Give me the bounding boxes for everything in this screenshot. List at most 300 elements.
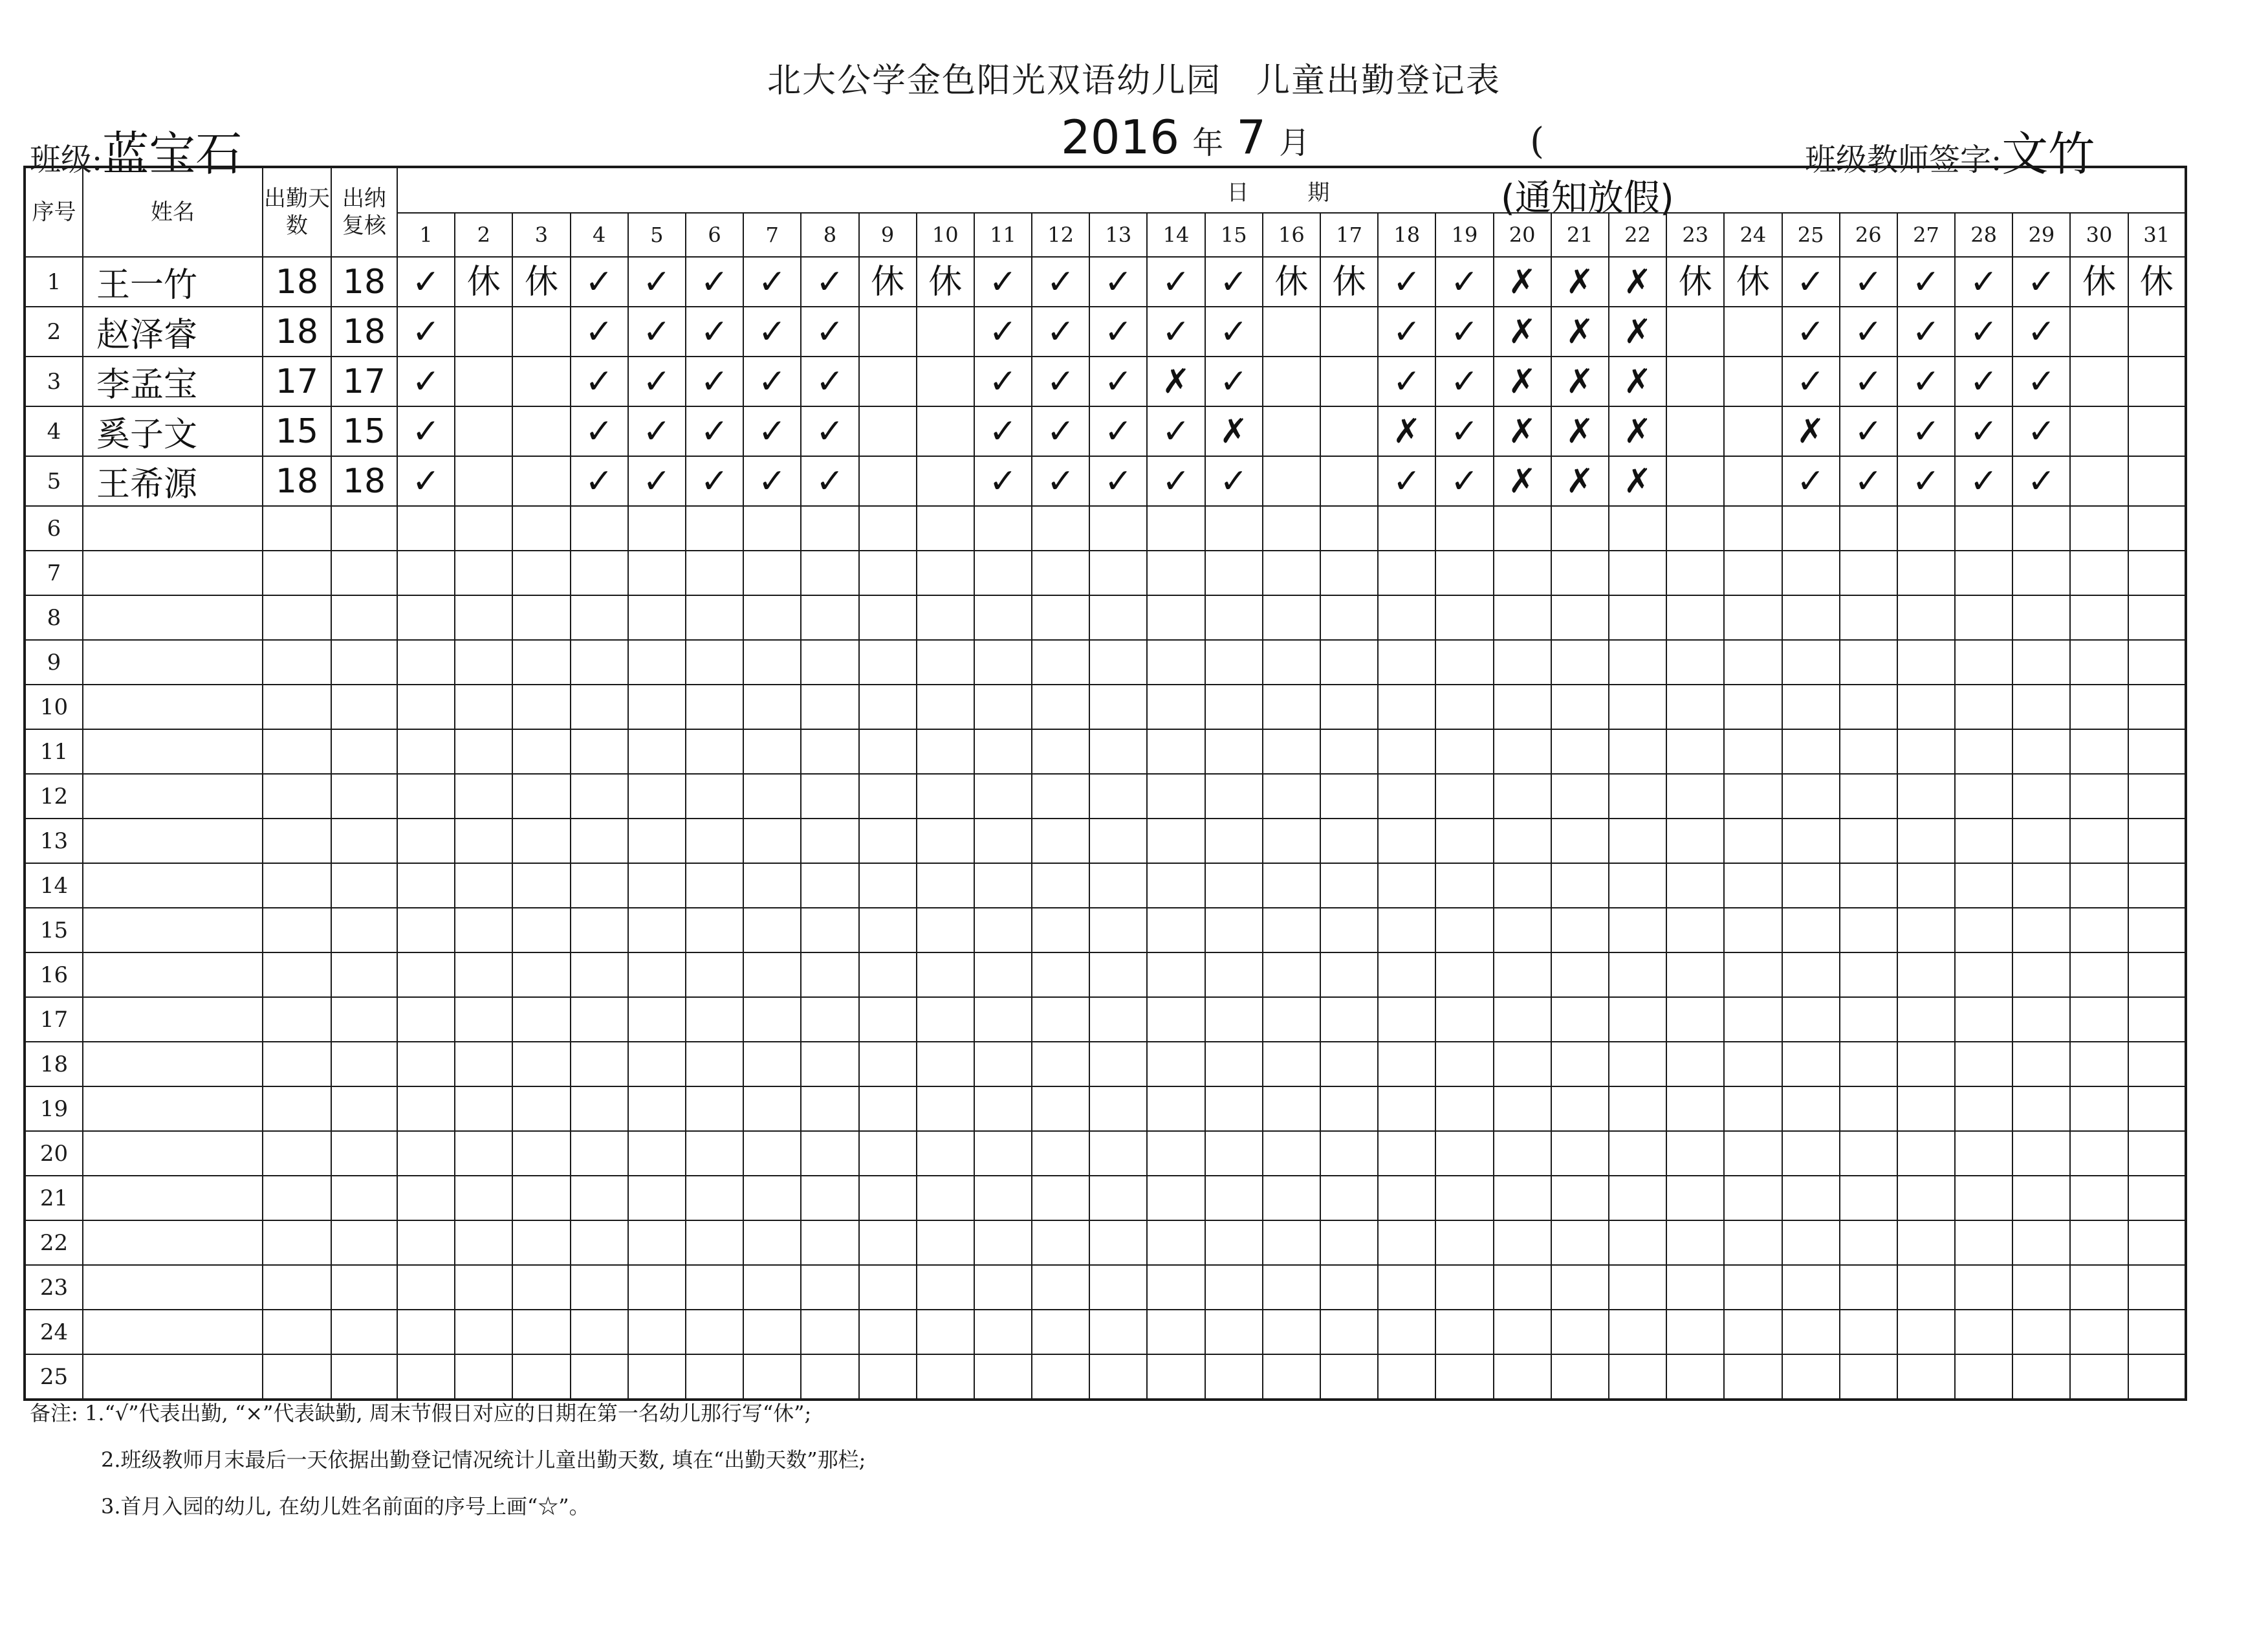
attendance-mark [1435, 1086, 1493, 1131]
attendance-mark: ✓ [1955, 257, 2012, 307]
attendance-mark [1609, 908, 1666, 952]
finance-check [331, 640, 397, 685]
attendance-mark: ✓ [1435, 257, 1493, 307]
attendance-mark [1666, 1176, 1724, 1220]
child-name [83, 908, 263, 952]
attendance-mark [1263, 357, 1320, 406]
attendance-mark [1089, 1354, 1147, 1400]
attendance-mark [1494, 640, 1551, 685]
attendance-mark [1955, 1131, 2012, 1176]
attendance-mark [1840, 685, 1897, 729]
attendance-mark [628, 774, 686, 819]
attendance-mark [397, 1176, 455, 1220]
attendance-mark: ✓ [1435, 456, 1493, 506]
attendance-days: 18 [263, 456, 331, 506]
attendance-mark [628, 685, 686, 729]
attendance-mark [917, 307, 974, 357]
attendance-mark [1955, 1176, 2012, 1220]
finance-check: 18 [331, 456, 397, 506]
attendance-mark [1840, 863, 1897, 908]
attendance-mark [1494, 551, 1551, 595]
attendance-mark [743, 595, 801, 640]
attendance-mark [1897, 1131, 1955, 1176]
attendance-mark: ✓ [974, 307, 1032, 357]
attendance-mark [1205, 1176, 1263, 1220]
attendance-mark [1897, 863, 1955, 908]
attendance-mark: ✓ [1897, 357, 1955, 406]
row-seq: 15 [25, 908, 83, 952]
attendance-mark [1897, 1354, 1955, 1400]
attendance-mark [1378, 819, 1435, 863]
attendance-mark: ✓ [628, 456, 686, 506]
day-header: 26 [1840, 213, 1897, 257]
attendance-mark [1032, 774, 1089, 819]
attendance-mark [1435, 1220, 1493, 1265]
attendance-mark [1435, 506, 1493, 551]
attendance-mark [1551, 640, 1609, 685]
attendance-days [263, 997, 331, 1042]
attendance-mark [2012, 952, 2070, 997]
row-seq: 4 [25, 406, 83, 456]
attendance-mark [512, 774, 570, 819]
attendance-mark: ✓ [686, 406, 743, 456]
attendance-mark [686, 729, 743, 774]
attendance-mark [628, 1131, 686, 1176]
attendance-mark: ✓ [1435, 406, 1493, 456]
attendance-mark [1609, 1086, 1666, 1131]
attendance-mark [2070, 1042, 2128, 1086]
finance-check [331, 819, 397, 863]
attendance-mark [2012, 819, 2070, 863]
attendance-mark [1494, 685, 1551, 729]
attendance-mark [512, 952, 570, 997]
child-name [83, 595, 263, 640]
attendance-mark [1494, 1131, 1551, 1176]
attendance-mark: ✗ [1609, 456, 1666, 506]
attendance-mark [1263, 307, 1320, 357]
table-row [25, 307, 2186, 357]
attendance-mark [1666, 1354, 1724, 1400]
attendance-mark [974, 1220, 1032, 1265]
attendance-mark [455, 307, 512, 357]
day-header: 8 [801, 213, 858, 257]
child-name [83, 1220, 263, 1265]
attendance-mark [2128, 1131, 2186, 1176]
open-paren: ( [1530, 120, 1544, 162]
attendance-mark: ✓ [2012, 357, 2070, 406]
attendance-mark [1032, 1354, 1089, 1400]
attendance-mark [1897, 908, 1955, 952]
attendance-mark [917, 640, 974, 685]
attendance-mark [1494, 819, 1551, 863]
attendance-mark [1320, 1354, 1378, 1400]
attendance-mark [1320, 1042, 1378, 1086]
attendance-mark [1032, 506, 1089, 551]
attendance-mark [1494, 952, 1551, 997]
child-name [83, 506, 263, 551]
attendance-mark [571, 952, 628, 997]
attendance-mark [628, 640, 686, 685]
attendance-mark [1032, 908, 1089, 952]
attendance-mark [859, 551, 917, 595]
attendance-mark: 休 [917, 257, 974, 307]
attendance-mark [974, 1131, 1032, 1176]
attendance-mark [1032, 1220, 1089, 1265]
attendance-mark [1782, 1310, 1840, 1354]
attendance-mark [1955, 952, 2012, 997]
attendance-mark [2070, 729, 2128, 774]
attendance-mark [859, 1220, 917, 1265]
attendance-mark [917, 863, 974, 908]
attendance-mark [1435, 640, 1493, 685]
attendance-mark [1955, 551, 2012, 595]
attendance-mark [1378, 1354, 1435, 1400]
table-row [25, 729, 2186, 774]
attendance-mark [1089, 595, 1147, 640]
attendance-mark: 休 [2070, 257, 2128, 307]
attendance-mark [512, 1131, 570, 1176]
day-header: 15 [1205, 213, 1263, 257]
child-name [83, 640, 263, 685]
table-row [25, 1131, 2186, 1176]
day-header: 28 [1955, 213, 2012, 257]
attendance-mark [1955, 997, 2012, 1042]
attendance-days: 18 [263, 307, 331, 357]
attendance-mark [571, 729, 628, 774]
attendance-mark [859, 506, 917, 551]
attendance-mark [1378, 551, 1435, 595]
attendance-mark [1724, 456, 1782, 506]
attendance-mark [974, 729, 1032, 774]
attendance-mark [512, 640, 570, 685]
attendance-mark [455, 685, 512, 729]
attendance-mark [2128, 819, 2186, 863]
attendance-mark [2070, 863, 2128, 908]
attendance-mark: ✓ [1897, 257, 1955, 307]
attendance-mark [1551, 551, 1609, 595]
attendance-mark [801, 1265, 858, 1310]
attendance-mark [1320, 729, 1378, 774]
attendance-mark [974, 997, 1032, 1042]
attendance-mark: 休 [1263, 257, 1320, 307]
attendance-mark [1320, 1176, 1378, 1220]
attendance-days [263, 595, 331, 640]
attendance-mark [455, 357, 512, 406]
attendance-mark [917, 1265, 974, 1310]
attendance-mark [1147, 863, 1205, 908]
attendance-mark [801, 863, 858, 908]
day-header: 6 [686, 213, 743, 257]
attendance-mark [1609, 640, 1666, 685]
attendance-mark [801, 595, 858, 640]
attendance-mark [1840, 551, 1897, 595]
attendance-mark [397, 506, 455, 551]
attendance-mark [1782, 506, 1840, 551]
attendance-mark [1205, 685, 1263, 729]
attendance-mark [455, 1310, 512, 1354]
attendance-mark [512, 357, 570, 406]
attendance-mark [859, 307, 917, 357]
attendance-mark [1551, 1131, 1609, 1176]
attendance-mark [1263, 1086, 1320, 1131]
attendance-mark [859, 456, 917, 506]
attendance-mark [1782, 729, 1840, 774]
attendance-mark [1666, 506, 1724, 551]
attendance-mark [2012, 1042, 2070, 1086]
attendance-mark: ✗ [1551, 456, 1609, 506]
attendance-mark: ✓ [1089, 456, 1147, 506]
row-seq: 11 [25, 729, 83, 774]
attendance-mark [917, 551, 974, 595]
attendance-mark [859, 1042, 917, 1086]
attendance-mark [2128, 1220, 2186, 1265]
attendance-mark [1724, 1086, 1782, 1131]
month-value: 7 [1236, 110, 1267, 164]
attendance-mark [2070, 1220, 2128, 1265]
child-name [83, 1176, 263, 1220]
attendance-mark [1263, 1042, 1320, 1086]
attendance-mark [1147, 952, 1205, 997]
attendance-mark [686, 1131, 743, 1176]
attendance-mark [1609, 1265, 1666, 1310]
attendance-mark [801, 551, 858, 595]
attendance-mark [1435, 551, 1493, 595]
attendance-mark [1032, 685, 1089, 729]
attendance-mark [1435, 819, 1493, 863]
attendance-mark [801, 774, 858, 819]
attendance-mark: ✓ [571, 406, 628, 456]
form-title: 北大公学金色阳光双语幼儿园 儿童出勤登记表 [767, 61, 1501, 100]
attendance-mark [1205, 908, 1263, 952]
day-header: 16 [1263, 213, 1320, 257]
attendance-mark: ✓ [628, 257, 686, 307]
attendance-mark [1205, 551, 1263, 595]
attendance-mark [512, 1265, 570, 1310]
attendance-mark [512, 908, 570, 952]
attendance-mark: ✓ [801, 307, 858, 357]
attendance-mark [1320, 551, 1378, 595]
attendance-mark [1320, 406, 1378, 456]
attendance-mark: ✓ [1840, 357, 1897, 406]
class-label: 班级: [30, 142, 103, 178]
attendance-mark [1840, 819, 1897, 863]
attendance-mark [512, 1086, 570, 1131]
attendance-mark [512, 1042, 570, 1086]
attendance-mark [1435, 997, 1493, 1042]
attendance-mark [1724, 506, 1782, 551]
day-header: 22 [1609, 213, 1666, 257]
attendance-mark [1320, 1220, 1378, 1265]
attendance-mark: ✓ [1897, 406, 1955, 456]
attendance-mark [1435, 908, 1493, 952]
row-seq: 16 [25, 952, 83, 997]
attendance-mark [1840, 1176, 1897, 1220]
row-seq: 13 [25, 819, 83, 863]
attendance-mark [571, 863, 628, 908]
attendance-mark: ✓ [1840, 406, 1897, 456]
attendance-mark [1724, 357, 1782, 406]
attendance-mark [1435, 1176, 1493, 1220]
finance-check [331, 1265, 397, 1310]
note-1: 备注: 1.“√”代表出勤, “×”代表缺勤, 周末节假日对应的日期在第一名幼儿那行写“休”; [30, 1401, 812, 1425]
attendance-mark [1147, 1310, 1205, 1354]
row-seq: 22 [25, 1220, 83, 1265]
attendance-mark [455, 456, 512, 506]
attendance-mark [628, 1310, 686, 1354]
attendance-mark [1494, 1042, 1551, 1086]
attendance-mark [455, 506, 512, 551]
table-row [25, 1220, 2186, 1265]
attendance-mark [1263, 729, 1320, 774]
attendance-mark: ✗ [1782, 406, 1840, 456]
attendance-mark [1263, 819, 1320, 863]
finance-check [331, 774, 397, 819]
day-header: 24 [1724, 213, 1782, 257]
attendance-mark: ✓ [974, 357, 1032, 406]
attendance-mark [1609, 1176, 1666, 1220]
attendance-mark [455, 908, 512, 952]
attendance-mark [1147, 819, 1205, 863]
attendance-mark [2128, 685, 2186, 729]
day-header: 13 [1089, 213, 1147, 257]
attendance-mark [1840, 1310, 1897, 1354]
attendance-mark [1320, 997, 1378, 1042]
attendance-mark [512, 595, 570, 640]
attendance-mark: 休 [1666, 257, 1724, 307]
attendance-mark [1782, 1042, 1840, 1086]
attendance-mark [1724, 685, 1782, 729]
attendance-mark [1666, 1265, 1724, 1310]
attendance-mark [1147, 1131, 1205, 1176]
attendance-mark: ✓ [1147, 257, 1205, 307]
attendance-mark [1263, 997, 1320, 1042]
finance-check [331, 1310, 397, 1354]
table-row [25, 1265, 2186, 1310]
attendance-mark [2128, 863, 2186, 908]
attendance-mark: ✗ [1494, 357, 1551, 406]
attendance-mark [801, 952, 858, 997]
attendance-mark [1435, 952, 1493, 997]
day-header: 29 [2012, 213, 2070, 257]
attendance-mark [1494, 1086, 1551, 1131]
attendance-mark [1378, 997, 1435, 1042]
attendance-mark [1378, 1176, 1435, 1220]
attendance-mark [571, 1131, 628, 1176]
attendance-mark [917, 729, 974, 774]
attendance-mark [1666, 819, 1724, 863]
attendance-days [263, 1176, 331, 1220]
attendance-mark [1897, 729, 1955, 774]
attendance-mark [1666, 952, 1724, 997]
finance-check [331, 551, 397, 595]
row-seq: 2 [25, 307, 83, 357]
attendance-mark [686, 997, 743, 1042]
attendance-mark [1666, 1131, 1724, 1176]
attendance-mark [1320, 908, 1378, 952]
attendance-mark [2070, 357, 2128, 406]
attendance-mark [1089, 685, 1147, 729]
attendance-mark [1435, 1042, 1493, 1086]
attendance-mark: ✓ [571, 357, 628, 406]
attendance-mark [1147, 997, 1205, 1042]
attendance-mark [571, 595, 628, 640]
attendance-mark [686, 595, 743, 640]
attendance-mark [1378, 774, 1435, 819]
attendance-mark [1666, 406, 1724, 456]
attendance-mark [2070, 506, 2128, 551]
attendance-mark [1840, 997, 1897, 1042]
attendance-mark [1724, 1042, 1782, 1086]
attendance-mark [2070, 406, 2128, 456]
attendance-mark [1494, 908, 1551, 952]
attendance-mark [1205, 640, 1263, 685]
attendance-days: 17 [263, 357, 331, 406]
attendance-mark [1782, 551, 1840, 595]
row-seq: 8 [25, 595, 83, 640]
attendance-mark [628, 863, 686, 908]
attendance-mark [1724, 1220, 1782, 1265]
attendance-mark [1032, 1131, 1089, 1176]
attendance-mark [974, 551, 1032, 595]
attendance-mark [1551, 819, 1609, 863]
attendance-mark: ✗ [1551, 307, 1609, 357]
attendance-mark [801, 908, 858, 952]
attendance-mark [1666, 1086, 1724, 1131]
attendance-mark [1897, 952, 1955, 997]
attendance-mark: ✓ [1897, 307, 1955, 357]
row-seq: 25 [25, 1354, 83, 1400]
attendance-mark [686, 819, 743, 863]
row-seq: 14 [25, 863, 83, 908]
attendance-mark [1840, 1131, 1897, 1176]
attendance-mark [743, 819, 801, 863]
attendance-mark [455, 729, 512, 774]
attendance-mark [1609, 729, 1666, 774]
attendance-mark: ✗ [1609, 307, 1666, 357]
attendance-mark [628, 1220, 686, 1265]
attendance-mark [1147, 908, 1205, 952]
attendance-mark [1840, 952, 1897, 997]
attendance-mark [1551, 1354, 1609, 1400]
attendance-mark [801, 506, 858, 551]
attendance-mark [1897, 595, 1955, 640]
attendance-mark [628, 551, 686, 595]
attendance-mark [1435, 685, 1493, 729]
attendance-mark [859, 595, 917, 640]
attendance-mark [1666, 456, 1724, 506]
attendance-mark [1378, 685, 1435, 729]
attendance-mark [2012, 729, 2070, 774]
attendance-mark [1782, 1265, 1840, 1310]
attendance-mark [686, 685, 743, 729]
attendance-mark [1320, 1265, 1378, 1310]
attendance-mark [628, 595, 686, 640]
attendance-mark [1320, 595, 1378, 640]
attendance-mark [628, 952, 686, 997]
child-name [83, 819, 263, 863]
attendance-mark [1955, 1265, 2012, 1310]
attendance-mark [571, 997, 628, 1042]
attendance-mark [1609, 1042, 1666, 1086]
attendance-mark [1435, 774, 1493, 819]
attendance-mark [455, 1131, 512, 1176]
attendance-mark [1897, 997, 1955, 1042]
child-name [83, 1131, 263, 1176]
attendance-mark [1897, 1310, 1955, 1354]
finance-check [331, 997, 397, 1042]
attendance-mark [743, 1086, 801, 1131]
attendance-mark: ✓ [397, 406, 455, 456]
